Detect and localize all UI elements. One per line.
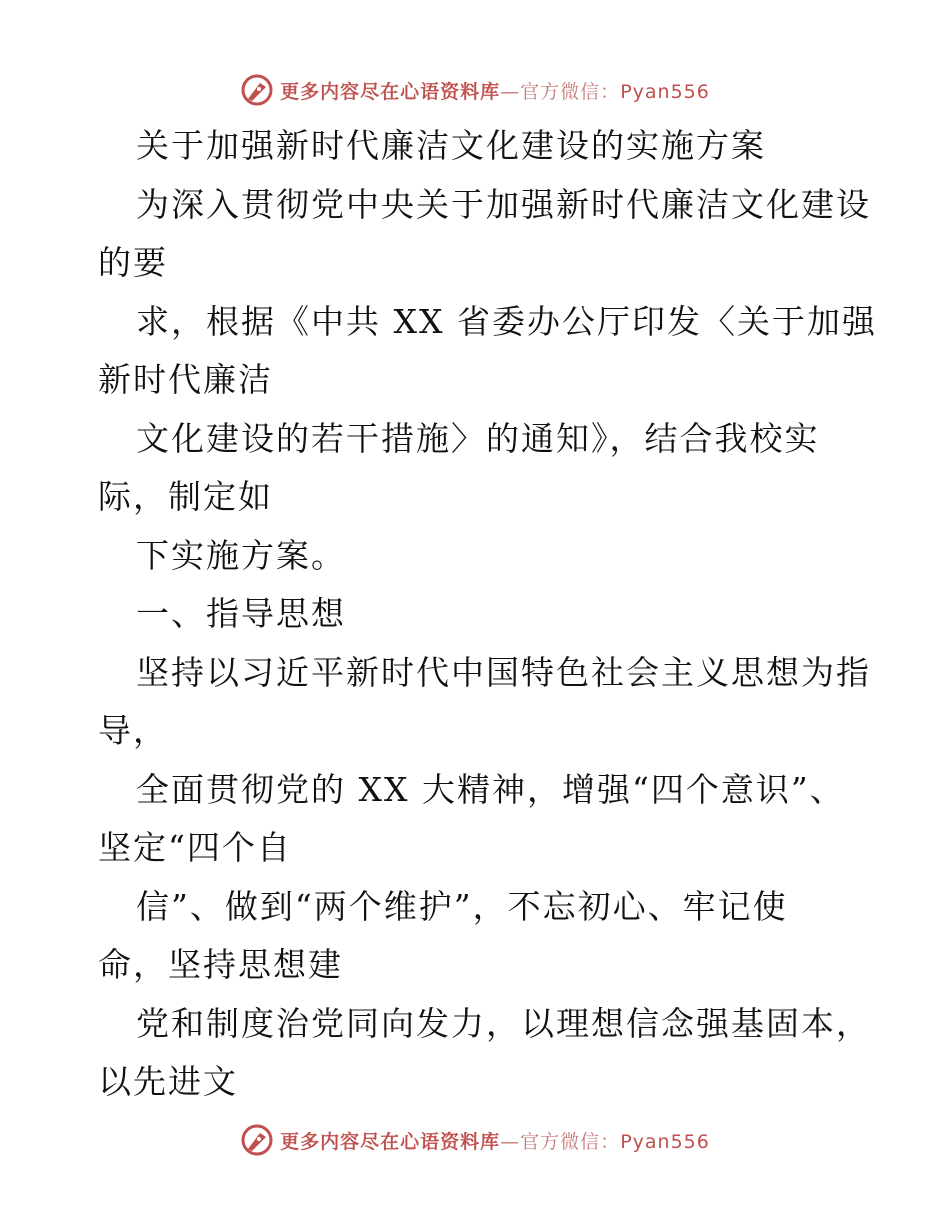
paragraph-line: 以先进文 <box>98 1062 238 1101</box>
document-title: 关于加强新时代廉洁文化建设的实施方案 <box>136 126 766 165</box>
paragraph-line: 坚定“四个自 <box>98 828 292 867</box>
watermark-main: 更多内容尽在心语资料库 <box>280 1130 501 1153</box>
watermark-main: 更多内容尽在心语资料库 <box>280 80 501 103</box>
watermark-text <box>280 77 710 104</box>
footer-watermark <box>0 1120 950 1160</box>
document-body <box>98 117 877 1112</box>
paragraph-line: 的要 <box>98 243 168 282</box>
watermark-id: Pyan556 <box>620 1130 710 1153</box>
paragraph-line: 全面贯彻党的 XX 大精神，增强“四个意识”、 <box>136 769 845 809</box>
paragraph-line: 坚持以习近平新时代中国特色社会主义思想为指 <box>136 652 871 692</box>
paragraph-line: 求，根据《中共 XX 省委办公厅印发〈关于加强 <box>136 301 877 341</box>
watermark-contact: 官方微信： <box>520 80 621 103</box>
paragraph-line: 命，坚持思想建 <box>98 945 343 984</box>
paragraph-line: 信”、做到“两个维护”，不忘初心、牢记使 <box>136 886 788 926</box>
paragraph-line: 党和制度治党同向发力，以理想信念强基固本， <box>136 1003 871 1043</box>
paragraph-line: 导， <box>98 711 168 750</box>
pen-nib-logo-icon <box>240 1123 274 1157</box>
paragraph-line: 际，制定如 <box>98 477 273 516</box>
paragraph-line: 下实施方案。 <box>136 535 346 575</box>
paragraph-line: 文化建设的若干措施〉的通知》，结合我校实 <box>136 418 820 458</box>
watermark-text <box>280 1127 710 1154</box>
paragraph-line: 为深入贯彻党中央关于加强新时代廉洁文化建设 <box>136 184 871 224</box>
header-watermark <box>0 70 950 110</box>
watermark-contact: 官方微信： <box>520 1130 621 1153</box>
watermark-separator: — <box>500 80 521 103</box>
paragraph-line: 新时代廉洁 <box>98 360 273 399</box>
watermark-separator: — <box>500 1130 521 1153</box>
pen-nib-logo-icon <box>240 73 274 107</box>
section-heading: 一、指导思想 <box>136 594 346 633</box>
watermark-id: Pyan556 <box>620 80 710 103</box>
